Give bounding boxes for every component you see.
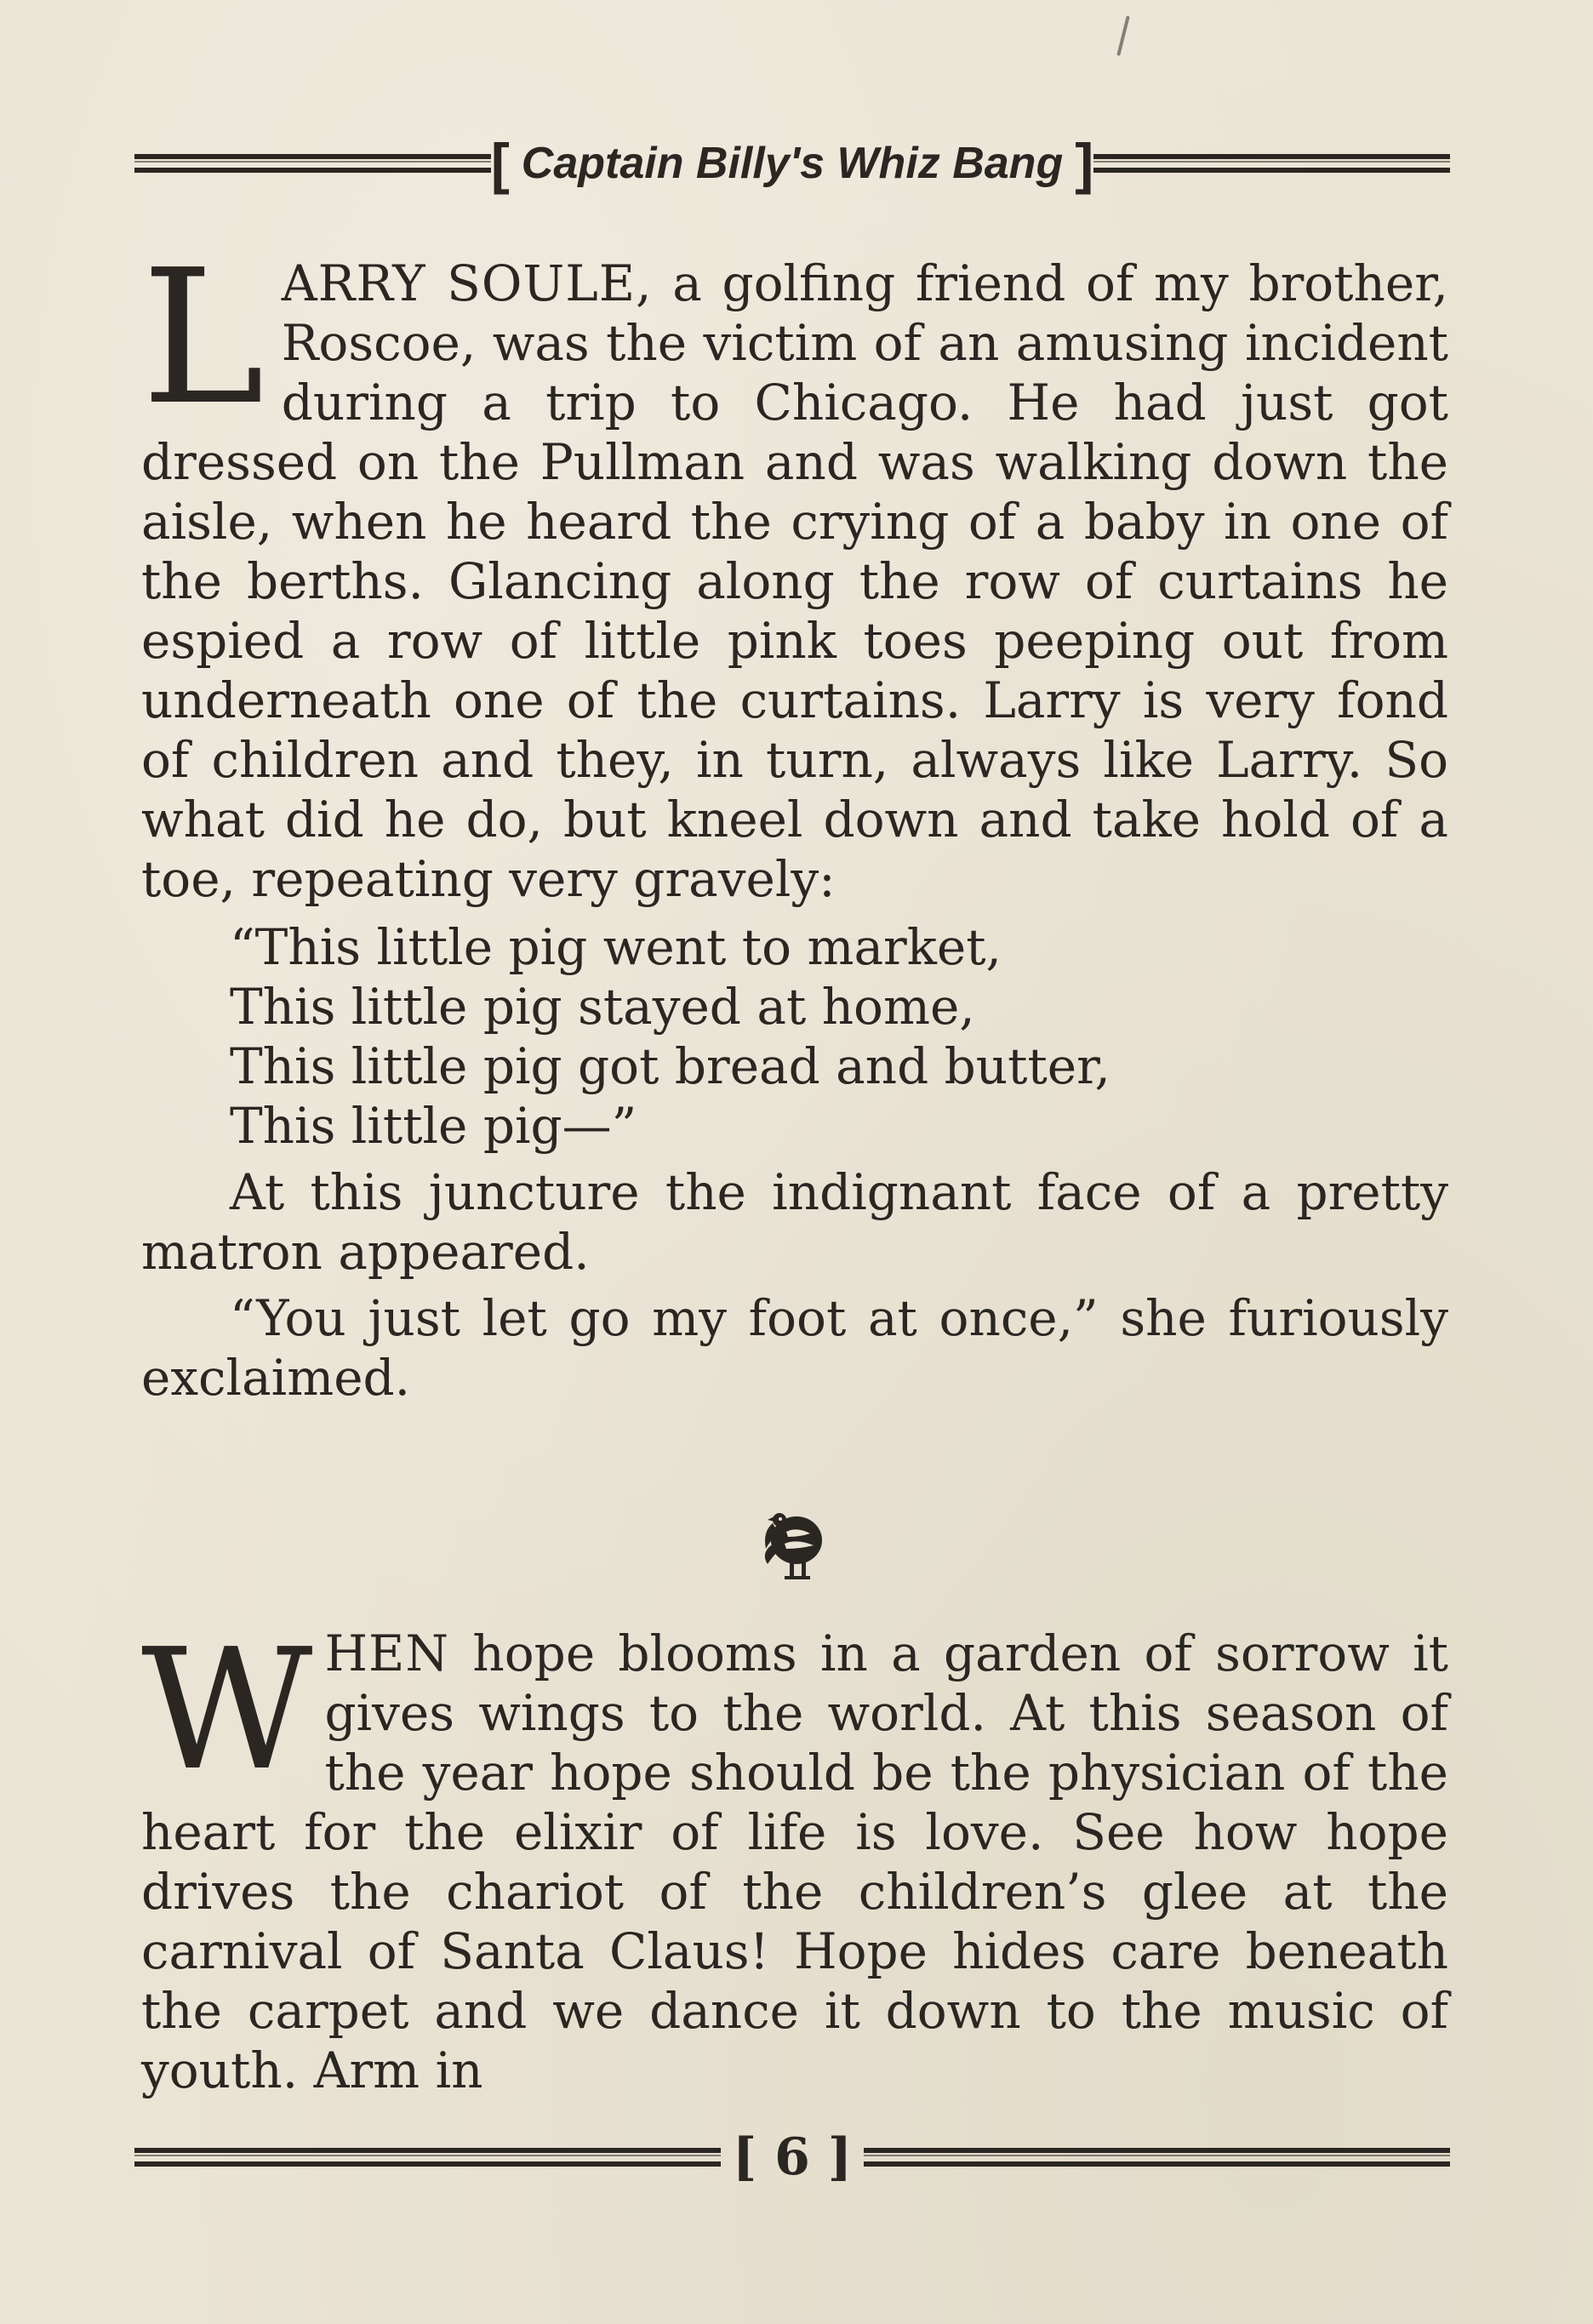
- verse-line: This little pig—”: [230, 1097, 637, 1155]
- story1-paragraph-3: “You just let go my foot at once,” she furiously exclaimed.: [141, 1289, 1448, 1407]
- pencil-mark: [1116, 15, 1129, 56]
- nursery-rhyme-verse: [230, 917, 1448, 1156]
- footer-right-bracket: ]: [827, 2127, 853, 2187]
- story2-caps-lead: HEN: [324, 1625, 450, 1682]
- page-footer: [134, 2119, 1450, 2196]
- header-title: Captain Billy's Whiz Bang: [521, 139, 1064, 188]
- turkey-icon: [754, 1498, 831, 1583]
- story2-paragraph-1: [141, 1613, 1448, 2100]
- header-rule-left: [134, 154, 491, 173]
- running-header: [134, 129, 1450, 197]
- story1-paragraph-2: At this juncture the indignant face of a pretty matron appeared.: [141, 1163, 1448, 1281]
- verse-line: This little pig got bread and butter,: [230, 1037, 1111, 1095]
- story1-paragraph-1: [141, 231, 1448, 909]
- page-number-value: 6: [774, 2127, 810, 2187]
- header-rule-right: [1093, 154, 1450, 173]
- story2-paragraph-1-text: hope blooms in a garden of sorrow it gives wings to the world. At this season of the year hope should be the physician of the heart for the elixir of life is love. See how hope drives the chariot of the children’s glee at the carnival of Santa Claus! Hope hides care beneath the carpet and we dance it down to the music of youth. Arm in: [141, 1625, 1448, 2099]
- story1-caps-lead: ARRY SOULE,: [281, 254, 653, 312]
- header-left-bracket: [: [490, 132, 510, 195]
- verse-line: “This little pig went to market,: [230, 918, 1002, 976]
- dropcap-l: L: [141, 231, 265, 446]
- story1-paragraph-1-text: a golfing friend of my brother, Roscoe, was the victim of an amusing incident during a trip to Chicago. He had just got dressed on the Pullman and was walking down the aisle, when he heard the crying of a baby in one of the berths. Glancing along the row of curtains he espied a row of little pink toes peeping out from underneath one of the curtains. Larry is very fond of children and they, in turn, always like Larry. So what did he do, but kneel down and take hold of a toe, repeating very gravely:: [141, 254, 1448, 908]
- story-larry-soule: [141, 231, 1448, 1408]
- story-hope: [141, 1613, 1448, 2100]
- header-right-bracket: ]: [1075, 132, 1094, 195]
- footer-left-bracket: [: [732, 2127, 757, 2187]
- footer-rule-right: [864, 2148, 1450, 2167]
- dropcap-w: W: [141, 1613, 313, 1807]
- page-number: [721, 2127, 864, 2187]
- footer-rule-left: [134, 2148, 721, 2167]
- verse-line: This little pig stayed at home,: [230, 978, 975, 1036]
